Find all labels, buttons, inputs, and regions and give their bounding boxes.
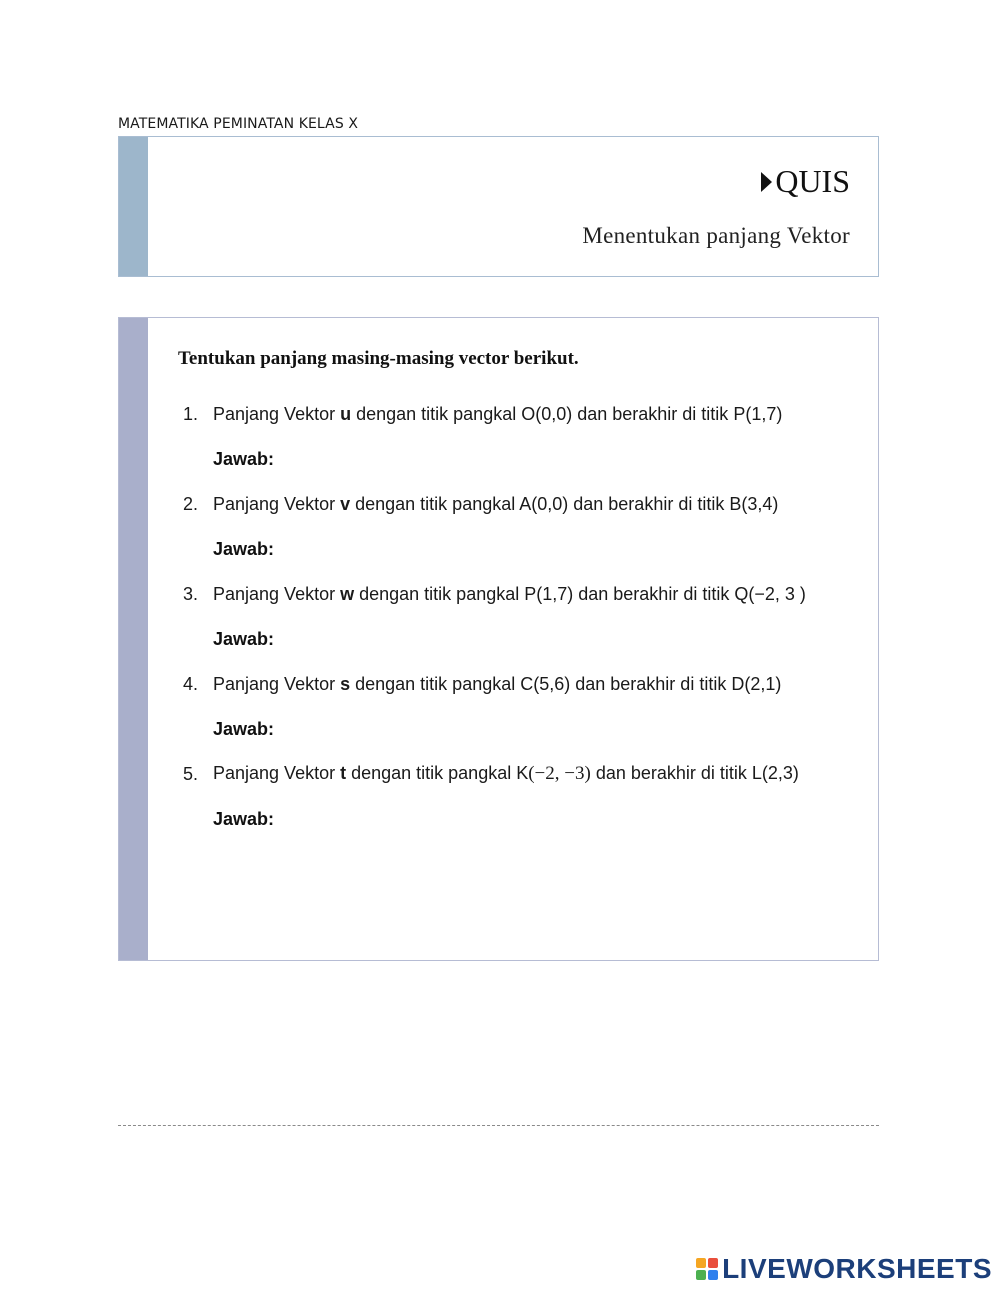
question-number: 3. [183,583,199,604]
answer-label: Jawab: [213,719,275,739]
question-item-1 [183,402,873,471]
question-item-5 [183,762,873,831]
logo-square-icon [708,1270,718,1280]
question-number: 4. [183,673,199,694]
page-subtitle: Menentukan panjang Vektor [582,223,850,248]
vector-name: t [340,763,347,783]
title-line [761,163,850,200]
content-box [118,317,879,961]
question-item-3 [183,582,873,651]
logo-square-icon [696,1258,706,1268]
question-text: Panjang Vektor u dengan titik pangkal O(0,0) dan berakhir di titik P(1,7) [213,403,783,424]
instruction-text: Tentukan panjang masing-masing vector berikut. [178,348,579,369]
logo-square-icon [708,1258,718,1268]
answer-label: Jawab: [213,449,275,469]
math-expression: (−2, −3) [528,763,591,784]
brand-watermark [696,1253,992,1285]
question-text: Panjang Vektor v dengan titik pangkal A(0,0) dan berakhir di titik B(3,4) [213,493,779,514]
question-item-4 [183,672,873,741]
question-number: 2. [183,493,199,514]
vector-name: v [340,493,351,514]
question-number: 1. [183,403,199,424]
vector-name: s [340,673,351,694]
content-accent-bar [119,318,148,960]
answer-label: Jawab: [213,539,275,559]
title-box [118,136,879,277]
question-list [183,402,873,852]
logo-square-icon [696,1270,706,1280]
page-divider [118,1125,879,1126]
vector-name: u [340,403,352,424]
page-title: QUIS [775,163,850,199]
question-text: Panjang Vektor w dengan titik pangkal P(1,7) dan berakhir di titik Q(−2, 3 ) [213,583,806,604]
liveworksheets-logo-icon [696,1258,718,1280]
question-item-2 [183,492,873,561]
triangle-bullet-icon [761,172,772,192]
question-text: Panjang Vektor s dengan titik pangkal C(5,6) dan berakhir di titik D(2,1) [213,673,782,694]
header-label: MATEMATIKA PEMINATAN KELAS X [118,116,359,132]
brand-name: LIVEWORKSHEETS [722,1253,992,1284]
answer-label: Jawab: [213,629,275,649]
question-number: 5. [183,763,199,784]
question-text: Panjang Vektor t dengan titik pangkal K(−2, −3) dan berakhir di titik L(2,3) [213,763,799,784]
vector-name: w [340,583,355,604]
title-accent-bar [119,137,148,276]
answer-label: Jawab: [213,809,275,829]
